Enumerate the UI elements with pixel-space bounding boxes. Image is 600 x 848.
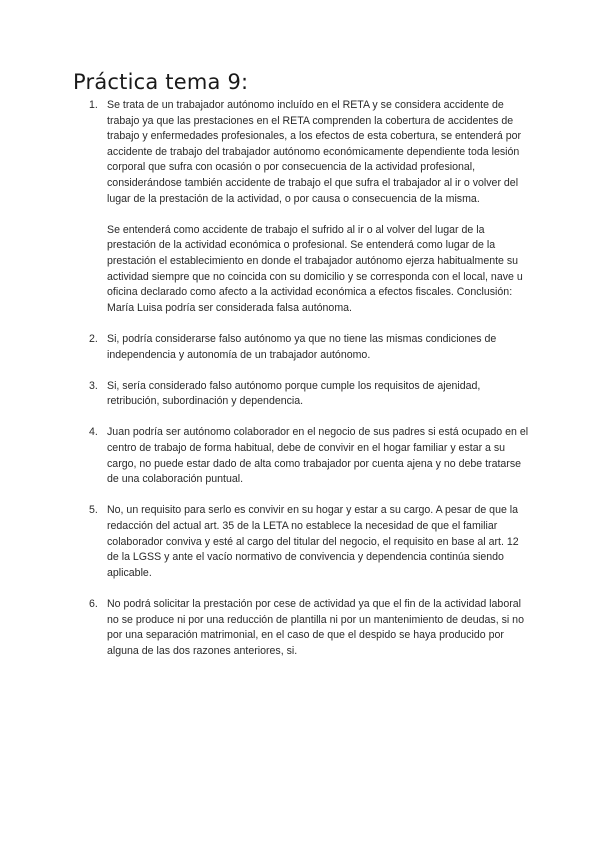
paragraph: Si, sería considerado falso autónomo porque cumple los requisitos de ajenidad, retribución, subordinación y dependencia. bbox=[107, 379, 481, 408]
list-number: 3. bbox=[89, 379, 98, 392]
list-item-3 bbox=[89, 379, 529, 410]
list-number: 1. bbox=[89, 99, 98, 111]
list-number: 4. bbox=[89, 426, 98, 439]
list-item-5 bbox=[89, 503, 529, 581]
answer-list bbox=[89, 98, 529, 659]
paragraph: No podrá solicitar la prestación por cese de actividad ya que el fin de la actividad laboral no se produce ni por una reducción de plantilla ni por un mantenimiento de deudas, si no por una separación matrimonial, en el caso de que el despido se haya producido por alguna de las dos razones anteriores, si. bbox=[107, 598, 524, 657]
list-item-2 bbox=[89, 332, 529, 363]
list-item-1 bbox=[89, 98, 529, 316]
paragraph: Si, podría considerarse falso autónomo ya que no tiene las mismas condiciones de independencia y autonomía de un trabajador autónomo. bbox=[107, 332, 497, 361]
list-number: 5. bbox=[89, 504, 98, 517]
list-item-6 bbox=[89, 597, 529, 659]
paragraph: Se trata de un trabajador autónomo incluído en el RETA y se considera accidente de trabajo ya que las prestaciones en el RETA comprenden la cobertura de accidentes de trabajo y enfermedades profesionales, a los efectos de esta cobertura, se entenderá por accidente de trabajo del trabajador autónomo económicamente dependiente toda lesión corporal que sufra con ocasión o por consecuencia de la actividad profesional, considerándose también accidente de trabajo el que sufra el trabajador al ir o volver del lugar de la prestación de la actividad, o por causa o consecuencia de la misma. bbox=[107, 99, 521, 205]
paragraph: No, un requisito para serlo es convivir en su hogar y estar a su cargo. A pesar de que la redacción del actual art. 35 de la LETA no establece la necesidad de que el familiar colaborador conviva y esté al cargo del titular del negocio, el requisito en base al art. 12 de la LGSS y ante el vacío normativo de convivencia y dependencia continúa siendo aplicable. bbox=[107, 504, 519, 579]
paragraph: Juan podría ser autónomo colaborador en el negocio de sus padres si está ocupado en el centro de trabajo de forma habitual, debe de convivir en el hogar familiar y estar a su cargo, no puede estar dado de alta como trabajador por cuenta ajena y no debe tratarse de una colaboración puntual. bbox=[107, 426, 529, 486]
list-number: 6. bbox=[89, 598, 98, 610]
page-title: Práctica tema 9: bbox=[73, 70, 249, 94]
list-number: 2. bbox=[89, 332, 98, 345]
list-item-4 bbox=[89, 425, 529, 487]
paragraph: Se entenderá como accidente de trabajo el sufrido al ir o al volver del lugar de la prestación de la actividad económica o profesional. Se entenderá como lugar de la prestación el establecimiento en donde el trabajador autónomo ejerza habitualmente su actividad siempre que no coincida con su domicilio y se corresponda con el local, nave u oficina declarado como afecto a la actividad económica a efectos fiscales. Conclusión: María Luisa podría ser considerada falsa autónoma. bbox=[107, 223, 523, 314]
